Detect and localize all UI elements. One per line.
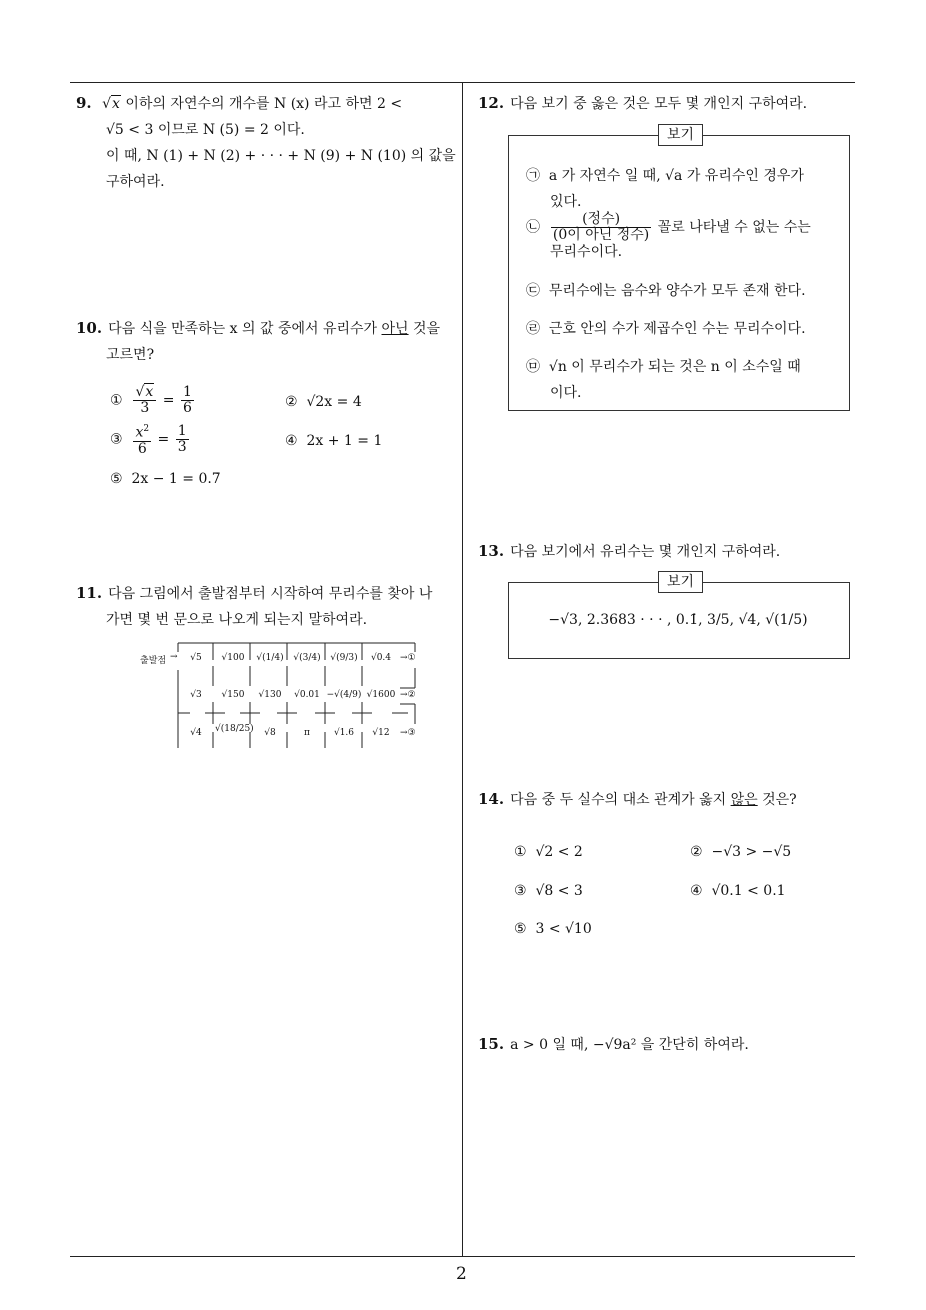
q12-line1: 다음 보기 중 옳은 것은 모두 몇 개인지 구하여라. bbox=[510, 96, 808, 112]
q11-line1: 다음 그림에서 출발점부터 시작하여 무리수를 찾아 나 bbox=[108, 586, 433, 602]
maze-cell: √130 bbox=[258, 690, 282, 700]
item-text: 무리수에는 음수와 양수가 모두 존재 한다. bbox=[548, 283, 806, 299]
maze-exit: →③ bbox=[400, 728, 416, 738]
choice-text: √0.1 < 0.1 bbox=[711, 883, 786, 899]
q14-line1: 다음 중 두 실수의 대소 관계가 옳지 bbox=[510, 792, 731, 808]
q10-line1-post: 것을 bbox=[408, 321, 441, 337]
q12-item-3 bbox=[526, 278, 836, 304]
q14-underlined-word: 않은 bbox=[730, 792, 758, 808]
q13-line1: 다음 보기에서 유리수는 몇 개인지 구하여라. bbox=[510, 544, 781, 560]
maze-cell: √1600 bbox=[366, 690, 396, 700]
maze-cell: √3 bbox=[190, 690, 202, 700]
item-text: a 가 자연수 일 때, √a 가 유리수인 경우가 bbox=[548, 168, 804, 184]
q10-line1: 다음 식을 만족하는 x 의 값 중에서 유리수가 bbox=[108, 321, 382, 337]
maze-cell: √(9/3) bbox=[330, 653, 358, 663]
item-text: 근호 안의 수가 제곱수인 수는 무리수이다. bbox=[548, 321, 806, 337]
q13-box-content: −√3, 2.3683 · · · , 0.1̇, 3/5, √4, √(1/5) bbox=[548, 612, 808, 628]
column-divider bbox=[462, 82, 463, 1257]
fraction: $\frac{x^2}{6}$ bbox=[135, 424, 150, 457]
item-mark: ㉠ bbox=[526, 168, 540, 184]
sqrt-x: √x bbox=[102, 96, 120, 112]
q12-item-4 bbox=[526, 316, 836, 342]
item-text: √n 이 무리수가 되는 것은 n 이 소수일 때 bbox=[548, 359, 801, 375]
fraction: $\frac{1}{6}$ bbox=[182, 384, 192, 416]
question-number: 15. bbox=[478, 1035, 505, 1053]
q9-line4: 구하여라. bbox=[106, 174, 165, 190]
maze-cell: √150 bbox=[221, 690, 245, 700]
q10-choice-5[interactable] bbox=[110, 467, 221, 491]
q14-choice-2[interactable] bbox=[690, 840, 791, 864]
choice-text: √8 < 3 bbox=[535, 883, 583, 899]
maze-exit: →② bbox=[400, 690, 416, 700]
choice-text: √2x = 4 bbox=[306, 394, 362, 410]
q10-choice-2[interactable] bbox=[285, 390, 362, 414]
maze-cell: π bbox=[304, 728, 310, 738]
q15-line1: a > 0 일 때, −√9a² 을 간단히 하여라. bbox=[510, 1037, 749, 1053]
q11-line2: 가면 몇 번 문으로 나오게 되는지 말하여라. bbox=[106, 612, 368, 628]
choice-mark: ② bbox=[690, 844, 703, 860]
maze-exit: →① bbox=[400, 653, 416, 663]
q14-choice-3[interactable] bbox=[514, 879, 583, 903]
q10-line2: 고르면? bbox=[106, 347, 155, 363]
maze-start-label: 출발점 bbox=[140, 656, 167, 666]
item-mark: ㉤ bbox=[526, 359, 540, 375]
item-text-cont: 있다. bbox=[550, 194, 582, 210]
question-number: 13. bbox=[478, 542, 505, 560]
item-mark: ㉣ bbox=[526, 321, 540, 337]
bottom-rule bbox=[70, 1256, 855, 1257]
fraction: $\frac{1}{3}$ bbox=[177, 422, 187, 455]
item-text-cont: 무리수이다. bbox=[550, 244, 623, 260]
q12-box-label: 보기 bbox=[658, 124, 703, 146]
question-11 bbox=[76, 580, 461, 633]
arrow-icon: → bbox=[170, 652, 178, 662]
q14-line1-post: 것은? bbox=[757, 792, 797, 808]
item-mark: ㉢ bbox=[526, 283, 540, 299]
q9-line1: 이하의 자연수의 개수를 N (x) 라고 하면 2 < bbox=[120, 96, 403, 112]
question-12 bbox=[478, 90, 858, 117]
q10-choice-3[interactable]: ③ $\frac{x^2}{6}$ = $\frac{1}{3}$ bbox=[110, 422, 187, 457]
choice-mark: ④ bbox=[285, 433, 298, 449]
q12-item-2 bbox=[526, 212, 841, 261]
choice-text: √2 < 2 bbox=[535, 844, 583, 860]
q10-choice-4[interactable] bbox=[285, 429, 382, 453]
question-14 bbox=[478, 786, 858, 813]
q12-item-1 bbox=[526, 163, 836, 215]
maze-cell: √4 bbox=[190, 728, 202, 738]
maze-cell: √(3/4) bbox=[293, 653, 321, 663]
choice-mark: ① bbox=[110, 392, 123, 409]
item-text: 꼴로 나타낼 수 없는 수는 bbox=[653, 219, 811, 236]
q14-choice-5[interactable] bbox=[514, 917, 592, 941]
q10-choice-1[interactable]: ① $\frac{√x}{3}$ = $\frac{1}{6}$ bbox=[110, 384, 192, 416]
choice-text: −√3 > −√5 bbox=[711, 844, 792, 860]
choice-mark: ④ bbox=[690, 883, 703, 899]
page-number: 2 bbox=[456, 1264, 467, 1284]
item-text-cont: 이다. bbox=[550, 385, 582, 401]
item-mark: ㉡ bbox=[526, 219, 540, 236]
q14-choice-4[interactable] bbox=[690, 879, 786, 903]
maze-cell: √(18/25) bbox=[215, 724, 254, 734]
question-15 bbox=[478, 1031, 858, 1058]
question-number: 10. bbox=[76, 319, 103, 337]
fraction: $\frac{\text{(정수)}}{\text{(0이 아닌 정수)}}$ bbox=[552, 211, 650, 243]
maze-cell: √5 bbox=[190, 653, 202, 663]
maze-cell: √100 bbox=[221, 653, 245, 663]
choice-mark: ⑤ bbox=[514, 921, 527, 937]
q10-underlined-word: 아닌 bbox=[381, 321, 409, 337]
maze-cell: √8 bbox=[264, 728, 276, 738]
maze-cell: √12 bbox=[372, 728, 390, 738]
maze-cell: √0.01 bbox=[294, 690, 320, 700]
choice-mark: ⑤ bbox=[110, 471, 123, 487]
choice-mark: ② bbox=[285, 394, 298, 410]
maze-cell: √(1/4) bbox=[256, 653, 284, 663]
choice-text: 2x − 1 = 0.7̇ bbox=[131, 471, 221, 487]
choice-text: 3 < √10 bbox=[535, 921, 592, 937]
choice-mark: ① bbox=[514, 844, 527, 860]
q9-line3: 이 때, N (1) + N (2) + · · · + N (9) + N (10) 의 값을 bbox=[106, 148, 456, 164]
q12-item-5 bbox=[526, 354, 836, 406]
question-number: 9. bbox=[76, 94, 92, 112]
question-number: 14. bbox=[478, 790, 505, 808]
question-13 bbox=[478, 538, 858, 565]
maze-cell: √1.6 bbox=[333, 728, 355, 738]
fraction: $\frac{√x}{3}$ bbox=[133, 385, 156, 416]
maze-cell: √0.4 bbox=[370, 653, 392, 663]
maze-figure bbox=[140, 640, 425, 750]
choice-text: 2x + 1 = 1 bbox=[306, 433, 383, 449]
q14-choice-1[interactable] bbox=[514, 840, 583, 864]
question-9 bbox=[76, 90, 456, 195]
q9-line2: √5 < 3 이므로 N (5) = 2 이다. bbox=[106, 122, 305, 138]
choice-mark: ③ bbox=[110, 431, 123, 448]
maze-cell: −√(4/9) bbox=[326, 690, 362, 700]
choice-mark: ③ bbox=[514, 883, 527, 899]
question-number: 12. bbox=[478, 94, 505, 112]
question-10 bbox=[76, 315, 461, 368]
q13-box-label: 보기 bbox=[658, 571, 703, 593]
question-number: 11. bbox=[76, 584, 103, 602]
